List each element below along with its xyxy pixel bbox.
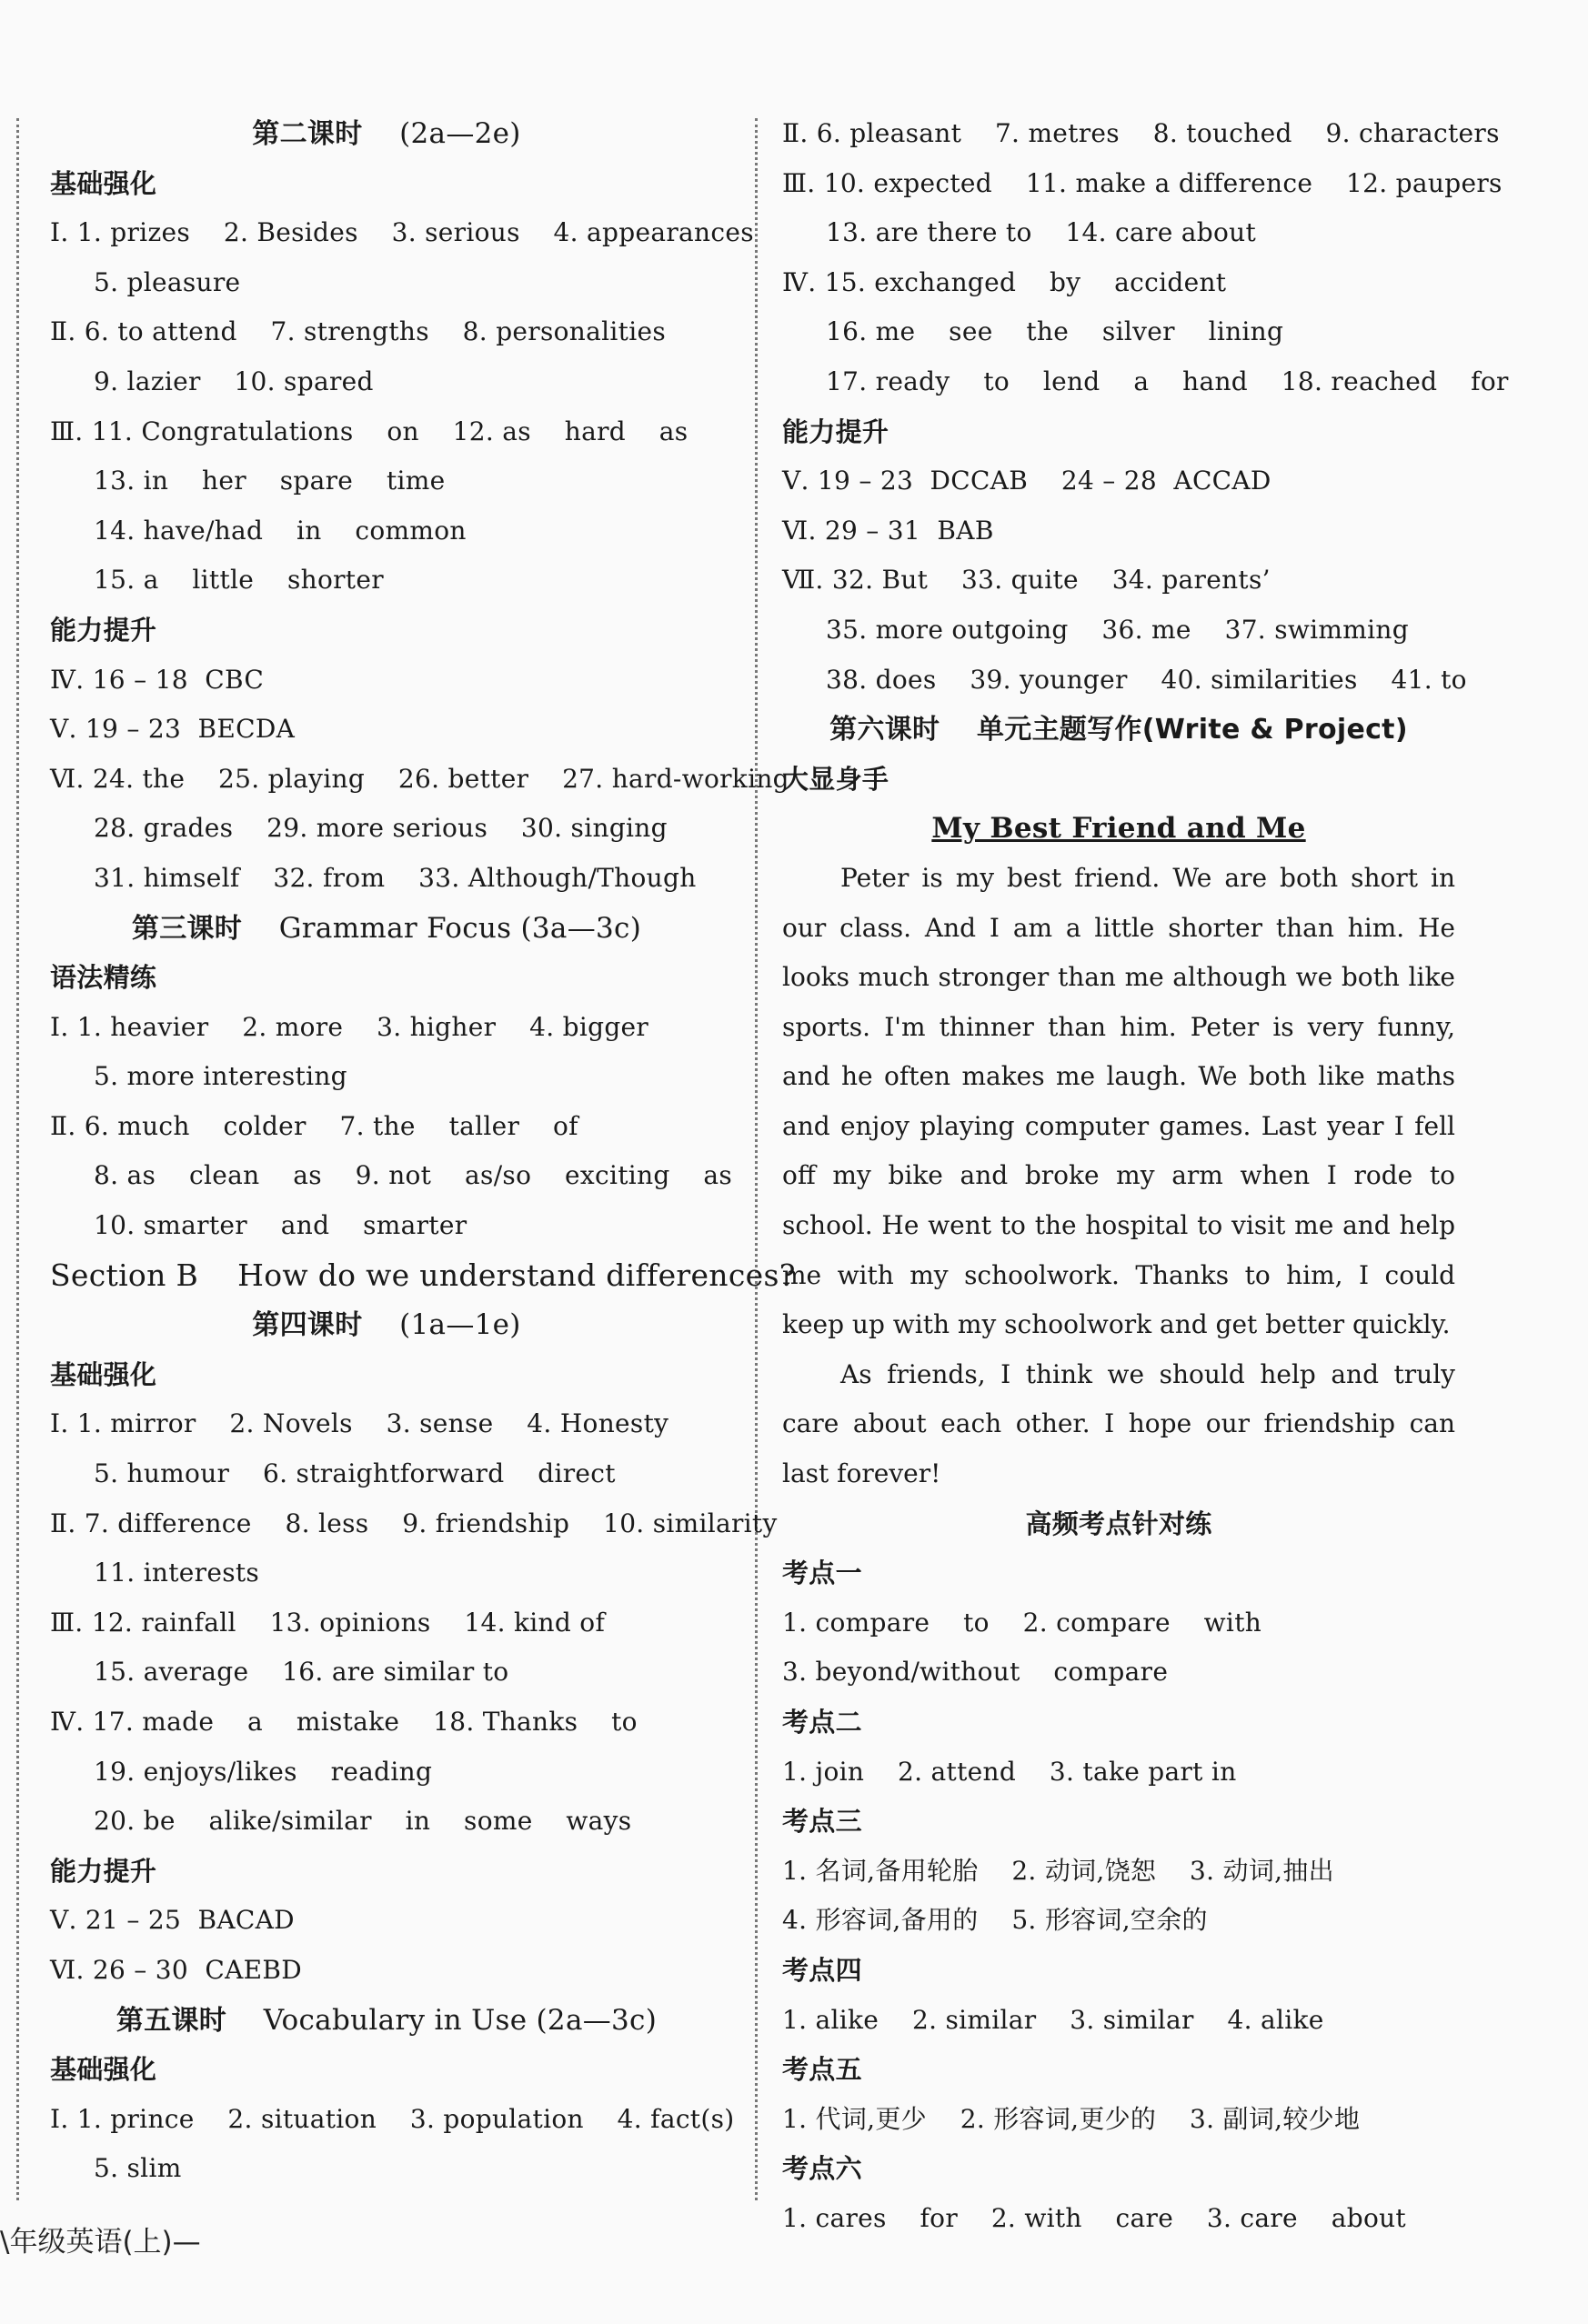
answer-line: Ⅳ. 16 – 18 CBC bbox=[50, 664, 265, 695]
answer-line: 1. join 2. attend 3. take part in bbox=[782, 1756, 1237, 1787]
section-b-title: Section B How do we understand differences? bbox=[50, 1257, 796, 1293]
answer-line: 13. in her spare time bbox=[94, 466, 446, 496]
answer-line: 3. beyond/without compare bbox=[782, 1657, 1169, 1688]
answer-line: Ⅰ. 1. prince 2. situation 3. population 4. fact(s) bbox=[50, 2103, 735, 2134]
answer-line: 13. are there to 14. care about bbox=[826, 217, 1257, 248]
section-heading: 语法精练 bbox=[50, 962, 157, 994]
page-footer: \年级英语(上)— bbox=[0, 2226, 201, 2259]
answer-line: 5. more interesting bbox=[94, 1061, 347, 1092]
lesson-5-heading: 第五课时 Vocabulary in Use (2a—3c) bbox=[116, 2003, 658, 2037]
key-point-heading: 考点六 bbox=[782, 2153, 862, 2185]
section-heading: 大显身手 bbox=[782, 763, 889, 795]
answer-line: 5. humour 6. straightforward direct bbox=[94, 1458, 616, 1489]
answer-line: Ⅰ. 1. prizes 2. Besides 3. serious 4. appearances bbox=[50, 217, 754, 248]
essay-paragraph: Peter is my best friend. We are both short in our class. And I am a little shorter than him. He looks much stronger than me although we both like sports. I'm thinner than him. Peter is very funny, and he often makes me laugh. We both like maths and enjoy playing computer games. Last year I fell off my bike and broke my arm when I rode to school. He went to the hospital to visit me and help me with my schoolwork. Thanks to him, I could keep up with my schoolwork and get better quickly. bbox=[782, 862, 1455, 1340]
lesson-2-heading: 第二课时 (2a—2e) bbox=[252, 117, 521, 150]
key-point-heading: 考点一 bbox=[782, 1558, 862, 1589]
answer-line: Ⅱ. 6. to attend 7. strengths 8. personalities bbox=[50, 316, 666, 347]
lesson-3-heading: 第三课时 Grammar Focus (3a—3c) bbox=[131, 911, 642, 945]
answer-line: Ⅲ. 11. Congratulations on 12. as hard as bbox=[50, 416, 688, 446]
answer-line: 16. me see the silver lining bbox=[826, 316, 1284, 347]
answer-line: 10. smarter and smarter bbox=[94, 1210, 467, 1241]
section-heading: 基础强化 bbox=[50, 167, 157, 199]
answer-line: Ⅵ. 29 – 31 BAB bbox=[782, 515, 994, 546]
answer-line: 28. grades 29. more serious 30. singing bbox=[94, 813, 668, 844]
section-heading: 基础强化 bbox=[50, 1358, 157, 1390]
answer-line: Ⅲ. 12. rainfall 13. opinions 14. kind of bbox=[50, 1607, 606, 1638]
answer-line: Ⅱ. 7. difference 8. less 9. friendship 10. similarity bbox=[50, 1508, 778, 1538]
answer-line: 14. have/had in common bbox=[94, 515, 467, 546]
high-frequency-heading: 高频考点针对练 bbox=[1025, 1508, 1212, 1539]
answer-line: Ⅱ. 6. pleasant 7. metres 8. touched 9. characters bbox=[782, 118, 1500, 148]
section-heading: 能力提升 bbox=[782, 416, 889, 447]
answer-line: 31. himself 32. from 33. Although/Though bbox=[94, 862, 697, 893]
answer-line: 4. 形容词,备用的 5. 形容词,空余的 bbox=[782, 1905, 1208, 1936]
left-margin-dotted-line bbox=[16, 118, 19, 2200]
answer-line: 5. pleasure bbox=[94, 266, 241, 297]
answer-line: Ⅶ. 32. But 33. quite 34. parents’ bbox=[782, 565, 1271, 596]
answer-line: 8. as clean as 9. not as/so exciting as bbox=[94, 1160, 733, 1191]
answer-line: Ⅴ. 19 – 23 BECDA bbox=[50, 714, 296, 745]
answer-line: 20. be alike/similar in some ways bbox=[94, 1806, 632, 1837]
answer-line: Ⅳ. 15. exchanged by accident bbox=[782, 266, 1227, 297]
answer-line: 19. enjoys/likes reading bbox=[94, 1756, 433, 1787]
answer-line: 1. 代词,更少 2. 形容词,更少的 3. 副词,较少地 bbox=[782, 2103, 1361, 2134]
answer-line: Ⅳ. 17. made a mistake 18. Thanks to bbox=[50, 1707, 638, 1737]
left-column bbox=[50, 109, 796, 2194]
answer-line: 5. slim bbox=[94, 2153, 182, 2184]
answer-line: 38. does 39. younger 40. similarities 41. to bbox=[826, 664, 1467, 695]
section-heading: 能力提升 bbox=[50, 1855, 157, 1887]
answer-line: 15. average 16. are similar to bbox=[94, 1657, 509, 1688]
key-point-heading: 考点五 bbox=[782, 2054, 862, 2086]
model-essay bbox=[782, 854, 1455, 1499]
section-heading: 能力提升 bbox=[50, 614, 157, 646]
answer-line: 1. cares for 2. with care 3. care about bbox=[782, 2202, 1406, 2233]
key-point-heading: 考点三 bbox=[782, 1806, 862, 1838]
answer-line: Ⅴ. 19 – 23 DCCAB 24 – 28 ACCAD bbox=[782, 466, 1271, 496]
answer-line: Ⅴ. 21 – 25 BACAD bbox=[50, 1905, 295, 1936]
answer-line: 11. interests bbox=[94, 1558, 260, 1588]
answer-line: Ⅲ. 10. expected 11. make a difference 12. paupers bbox=[782, 167, 1503, 198]
key-point-heading: 考点四 bbox=[782, 1954, 862, 1986]
essay-paragraph: As friends, I think we should help and truly care about each other. I hope our friendship can last forever! bbox=[782, 1358, 1455, 1489]
key-point-heading: 考点二 bbox=[782, 1707, 862, 1738]
answer-line: 15. a little shorter bbox=[94, 565, 384, 596]
right-column bbox=[782, 109, 1509, 2244]
answer-line: Ⅱ. 6. much colder 7. the taller of bbox=[50, 1110, 578, 1141]
answer-line: Ⅰ. 1. heavier 2. more 3. higher 4. bigger bbox=[50, 1011, 649, 1042]
answer-line: 35. more outgoing 36. me 37. swimming bbox=[826, 614, 1409, 645]
answer-line: Ⅰ. 1. mirror 2. Novels 3. sense 4. Honesty bbox=[50, 1408, 669, 1439]
section-heading: 基础强化 bbox=[50, 2054, 157, 2086]
lesson-4-heading: 第四课时 (1a—1e) bbox=[252, 1308, 521, 1342]
answer-line: 1. alike 2. similar 3. similar 4. alike bbox=[782, 2004, 1324, 2035]
answer-line: Ⅵ. 26 – 30 CAEBD bbox=[50, 1954, 303, 1985]
answer-line: 1. 名词,备用轮胎 2. 动词,饶恕 3. 动词,抽出 bbox=[782, 1855, 1334, 1886]
answer-line: Ⅵ. 24. the 25. playing 26. better 27. hard-working bbox=[50, 763, 789, 794]
answer-line: 17. ready to lend a hand 18. reached for bbox=[826, 366, 1509, 396]
answer-line: 1. compare to 2. compare with bbox=[782, 1607, 1262, 1638]
lesson-6-heading: 第六课时 单元主题写作(Write & Project) bbox=[829, 714, 1408, 746]
column-divider bbox=[755, 118, 758, 2200]
answer-line: 9. lazier 10. spared bbox=[94, 366, 374, 396]
essay-title: My Best Friend and Me bbox=[931, 812, 1306, 846]
